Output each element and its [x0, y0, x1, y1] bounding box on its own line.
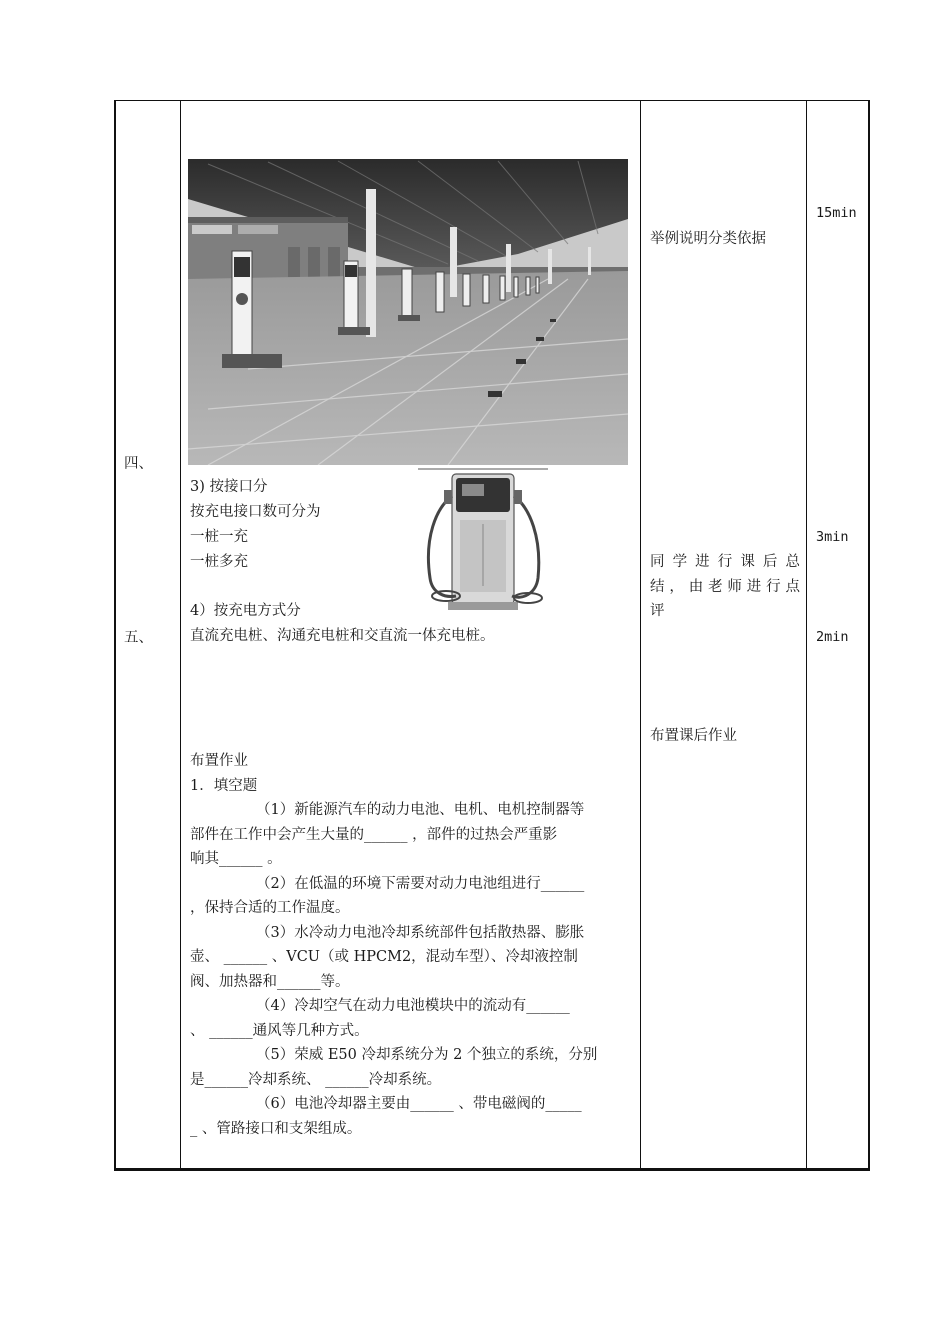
homework-block [190, 749, 632, 1141]
classify-method-desc: 直流充电桩、沟通充电桩和交直流一体充电桩。 [190, 628, 495, 644]
question-3-line-1: （3）水冷动力电池冷却系统部件包括散热器、膨胀 [256, 924, 585, 941]
time-3min: 3min [816, 529, 849, 545]
question-5-line-1: （5）荣威 E50 冷却系统分为 2 个独立的系统，分别 [256, 1047, 598, 1063]
question-1-line-2: 部件在工作中会产生大量的______ ，部件的过热会严重影 [190, 826, 558, 843]
question-3-line-3: 阀、加热器和______等。 [190, 973, 350, 990]
classify-method-title: 4）按充电方式分 [190, 603, 301, 619]
fill-title: 1．填空题 [190, 777, 258, 794]
charging-station-photo [188, 159, 628, 465]
section-label-four: 四、 [124, 456, 153, 472]
activity-homework: 布置课后作业 [650, 728, 737, 744]
port-type-1: 一桩一充 [190, 529, 248, 545]
question-6-line-2: _ 、管路接口和支架组成。 [190, 1120, 362, 1137]
column-divider-1 [180, 100, 181, 1171]
port-type-2: 一桩多充 [190, 554, 248, 570]
activity-summary-line-1: 同学进行课后总 [650, 554, 800, 570]
question-6-line-1: （6）电池冷却器主要由______ 、带电磁阀的_____ [256, 1096, 582, 1112]
question-2-line-2: ，保持合适的工作温度。 [190, 900, 350, 916]
activity-summary [650, 550, 800, 624]
question-4-line-2: 、 ______通风等几种方式。 [190, 1022, 369, 1039]
section-label-five: 五、 [124, 630, 153, 646]
question-3-line-2: 壶、 ______ 、VCU（或 HPCM2，混动车型）、冷却液控制 [190, 949, 578, 965]
homework-title: 布置作业 [190, 753, 248, 769]
activity-summary-line-2: 结，由老师进行点 [650, 578, 800, 595]
dual-gun-charger-image [416, 468, 550, 614]
column-divider-3 [806, 100, 807, 1171]
question-1-line-3: 响其______ 。 [190, 851, 282, 867]
activity-example: 举例说明分类依据 [650, 231, 766, 247]
column-divider-2 [640, 100, 641, 1171]
question-5-line-2: 是______冷却系统、 ______冷却系统。 [190, 1071, 442, 1088]
question-4-line-1: （4）冷却空气在动力电池模块中的流动有______ [256, 998, 570, 1014]
time-15min: 15min [816, 205, 857, 221]
time-2min: 2min [816, 629, 849, 645]
question-2-line-1: （2）在低温的环境下需要对动力电池组进行______ [256, 875, 585, 892]
question-1-line-1: （1）新能源汽车的动力电池、电机、电机控制器等 [256, 802, 585, 818]
classify-port-desc: 按充电接口数可分为 [190, 504, 321, 520]
classify-port-title: 3) 按接口分 [190, 479, 268, 495]
activity-summary-line-3: 评 [650, 603, 665, 619]
